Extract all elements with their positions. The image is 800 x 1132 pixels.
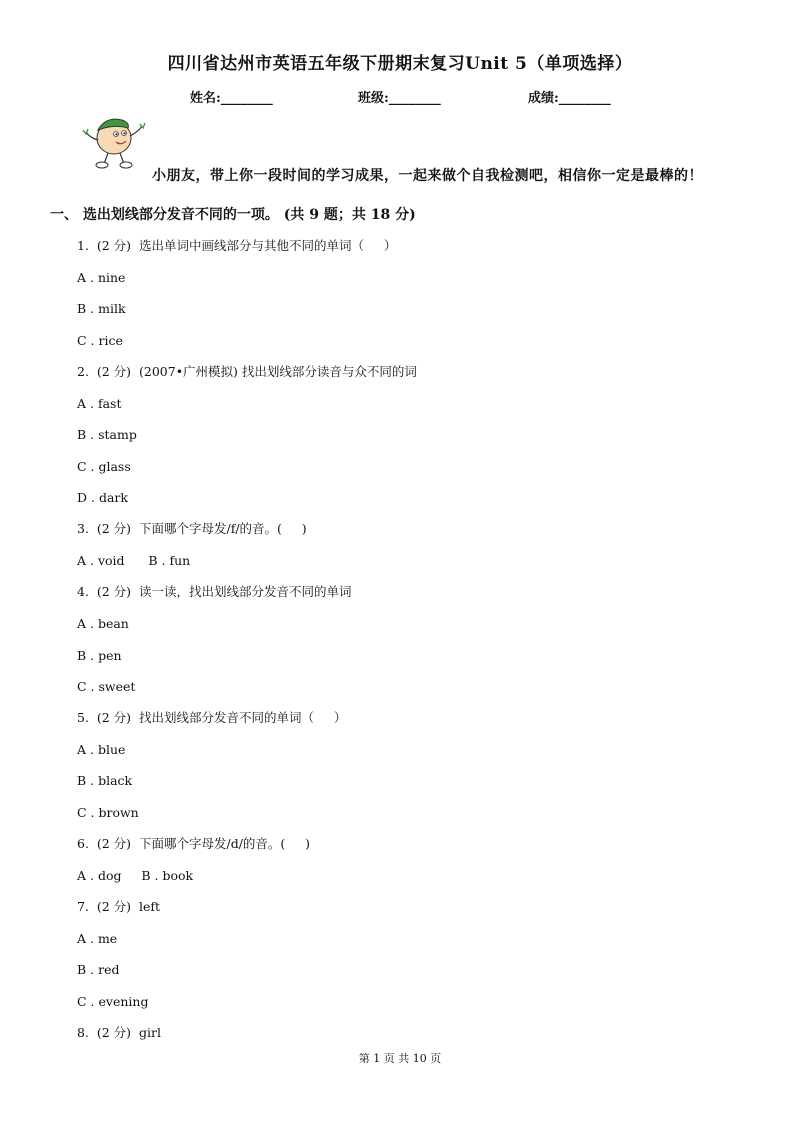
intro-text: 小朋友，带上你一段时间的学习成果，一起来做个自我检测吧，相信你一定是最棒的！ (152, 168, 703, 184)
question-2: 2. (2 分) (2007•广州模拟) 找出划线部分读音与众不同的词 (77, 364, 417, 379)
q2-option-b: B . stamp (77, 427, 137, 442)
question-8: 8. (2 分) girl (77, 1025, 161, 1040)
q4-option-c: C . sweet (77, 679, 136, 694)
question-6: 6. (2 分) 下面哪个字母发/d/的音。( ) (77, 836, 311, 851)
q2-option-a: A . fast (77, 396, 122, 411)
question-5: 5. (2 分) 找出划线部分发音不同的单词（ ） (77, 710, 347, 725)
q7-option-a: A . me (77, 931, 118, 946)
score-field: 成绩:________ (528, 91, 611, 106)
name-field: 姓名:________ (190, 91, 273, 106)
page-footer: 第 1 页 共 10 页 (358, 1052, 442, 1065)
q7-option-c: C . evening (77, 994, 149, 1009)
q5-option-b: B . black (77, 773, 133, 788)
class-field: 班级:________ (358, 91, 441, 106)
q5-option-a: A . blue (77, 742, 126, 757)
question-4: 4. (2 分) 读一读，找出划线部分发音不同的单词 (77, 584, 352, 599)
section-heading: 一、 选出划线部分发音不同的一项。 (共 9 题；共 18 分) (50, 207, 416, 223)
q3-options: A . void B . fun (77, 553, 191, 568)
q7-option-b: B . red (77, 962, 120, 977)
question-1: 1. (2 分) 选出单词中画线部分与其他不同的单词（ ） (77, 238, 397, 253)
page-title: 四川省达州市英语五年级下册期末复习Unit 5（单项选择） (167, 54, 633, 74)
question-3: 3. (2 分) 下面哪个字母发/f/的音。( ) (77, 521, 307, 536)
q1-option-c: C . rice (77, 333, 123, 348)
q1-option-b: B . milk (77, 301, 126, 316)
q6-options: A . dog B . book (77, 868, 194, 883)
q4-option-a: A . bean (77, 616, 129, 631)
q4-option-b: B . pen (77, 648, 122, 663)
q1-option-a: A . nine (77, 270, 126, 285)
q5-option-c: C . brown (77, 805, 139, 820)
question-7: 7. (2 分) left (77, 899, 161, 914)
q2-option-c: C . glass (77, 459, 131, 474)
q2-option-d: D . dark (77, 490, 128, 505)
mascot-illustration (80, 114, 148, 170)
